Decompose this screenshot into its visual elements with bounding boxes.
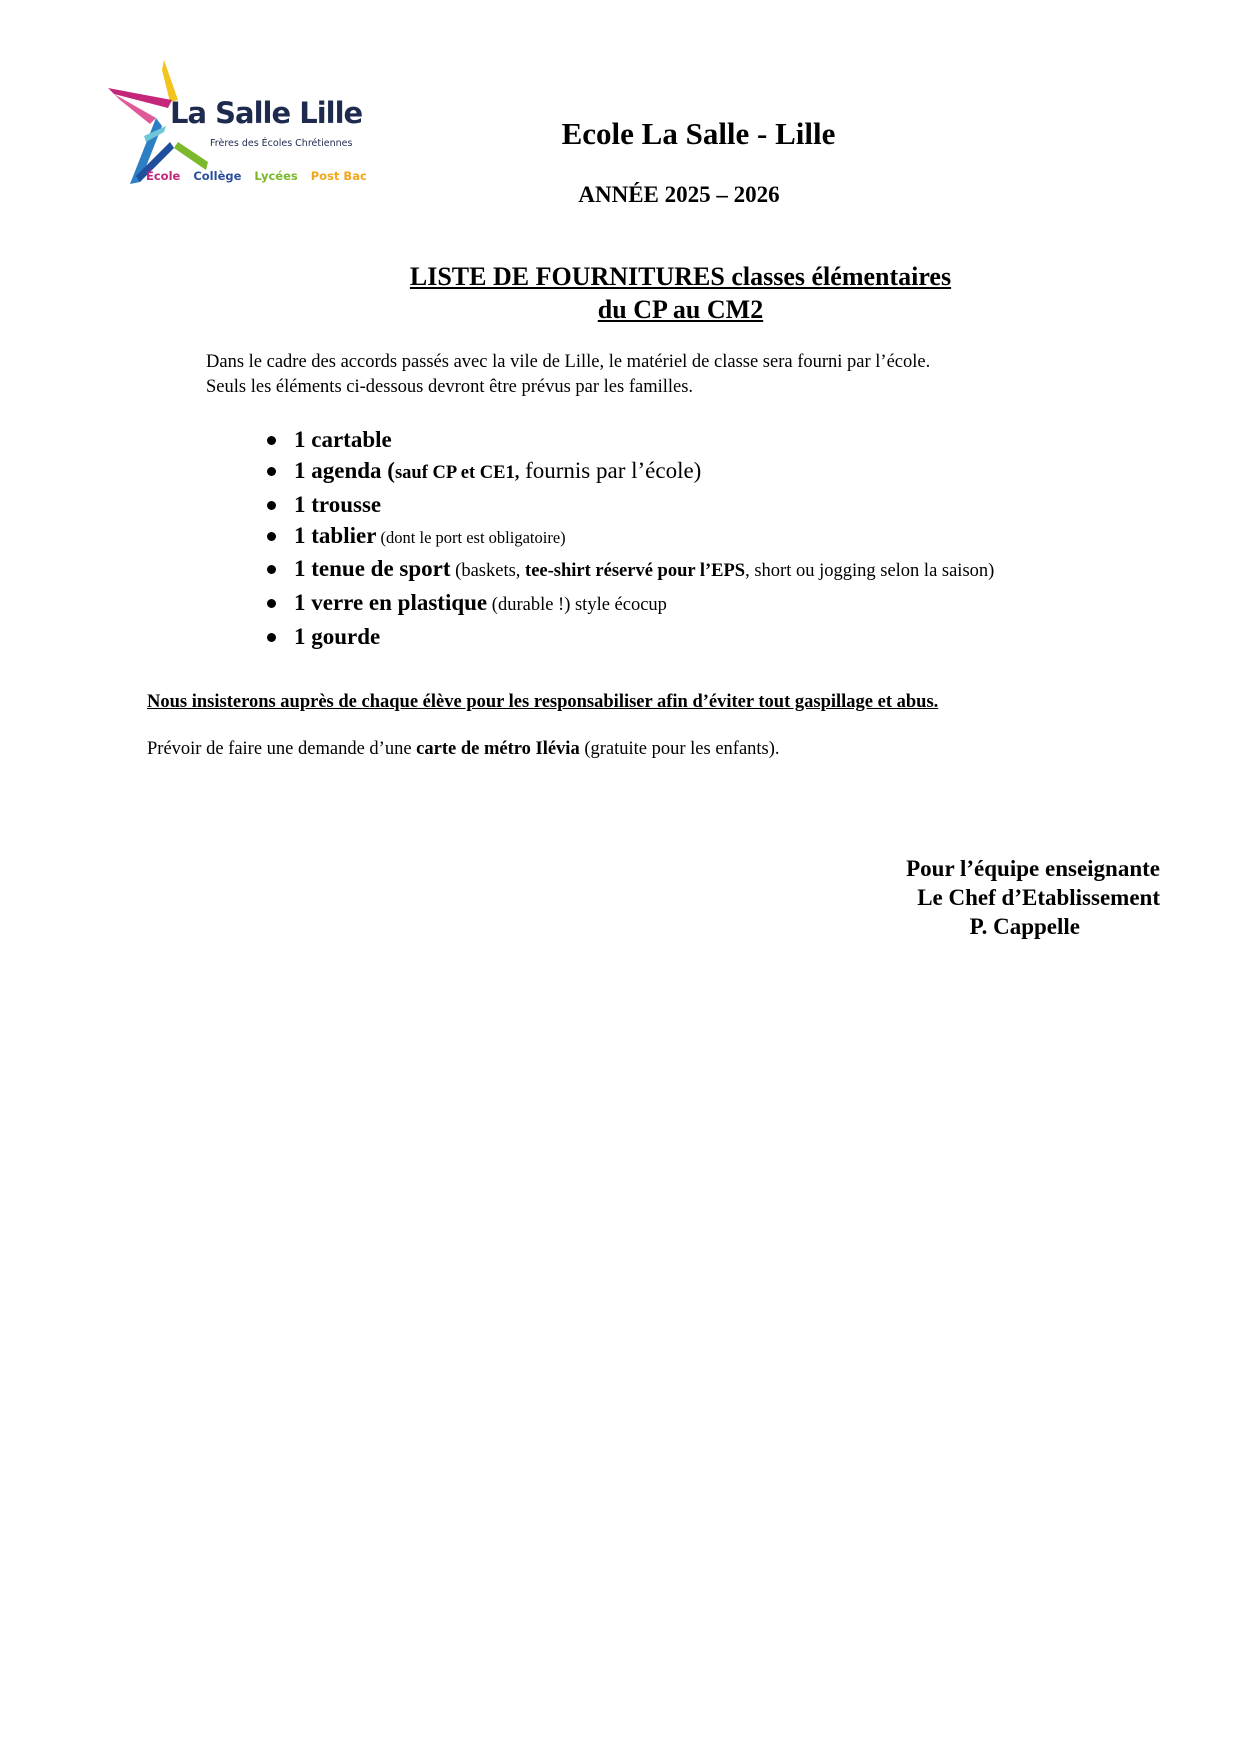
metro-text-post: (gratuite pour les enfants).: [579, 739, 780, 759]
supply-sport-note-1: (baskets,: [450, 561, 526, 581]
supplies-list: [294, 424, 994, 652]
intro-line-2: Seuls les éléments ci-dessous devront être prévus par les familles.: [206, 377, 694, 397]
logo-levels: [146, 169, 376, 183]
title-line-2: du CP au CM2: [597, 295, 764, 324]
intro-paragraph: [206, 350, 930, 400]
signature-line-1: Pour l’équipe enseignante: [906, 856, 1160, 881]
supply-trousse: 1 trousse: [294, 492, 382, 517]
signature-block: [880, 854, 1160, 941]
list-item: [294, 489, 994, 520]
supply-cartable: 1 cartable: [294, 427, 392, 452]
supply-verre: 1 verre en plastique: [294, 590, 488, 615]
logo-brand-name: La Salle Lille: [170, 96, 363, 130]
logo-level-postbac: Post Bac: [310, 169, 367, 183]
metro-text-pre: Prévoir de faire une demande d’une: [147, 739, 417, 759]
supply-sport-note-bold: tee-shirt réservé pour l’EPS: [525, 561, 746, 581]
warning-notice: Nous insisterons auprès de chaque élève pour les responsabiliser afin d’éviter tout gaspillage et abus.: [147, 692, 939, 712]
logo-level-lycees: Lycées: [254, 169, 298, 183]
school-year: ANNÉE 2025 – 2026: [578, 182, 780, 207]
supply-gourde: 1 gourde: [294, 624, 381, 649]
school-name: Ecole La Salle - Lille: [561, 116, 836, 151]
list-item: [294, 621, 994, 652]
list-item: [294, 553, 994, 587]
supply-verre-note: (durable !) style écocup: [487, 595, 667, 615]
list-item: [294, 520, 994, 553]
signature-line-2: Le Chef d’Etablissement: [917, 885, 1160, 910]
supply-sport-note-2: , short ou jogging selon la saison): [745, 561, 995, 581]
logo-level-ecole: École: [146, 169, 181, 183]
supply-agenda: 1 agenda (: [294, 458, 395, 483]
supply-agenda-exception: sauf CP et CE1,: [394, 463, 520, 483]
logo-subtitle: Frères des Écoles Chrétiennes: [210, 138, 353, 149]
list-item: [294, 424, 994, 455]
metro-card-name: carte de métro Ilévia: [416, 739, 580, 759]
list-item: [294, 455, 994, 489]
metro-card-notice: [147, 739, 780, 760]
supply-tablier: 1 tablier: [294, 523, 377, 548]
document-title: [0, 260, 1241, 326]
logo-level-college: Collège: [193, 169, 242, 183]
supply-agenda-note: fournis par l’école): [519, 458, 702, 483]
supply-sport: 1 tenue de sport: [294, 556, 451, 581]
signature-name: P. Cappelle: [969, 914, 1080, 939]
title-line-1: LISTE DE FOURNITURES classes élémentaires: [409, 262, 952, 291]
supply-tablier-note: (dont le port est obligatoire): [376, 528, 566, 547]
intro-line-1: Dans le cadre des accords passés avec la vile de Lille, le matériel de classe sera fourni par l’école.: [206, 352, 931, 372]
list-item: [294, 587, 994, 621]
